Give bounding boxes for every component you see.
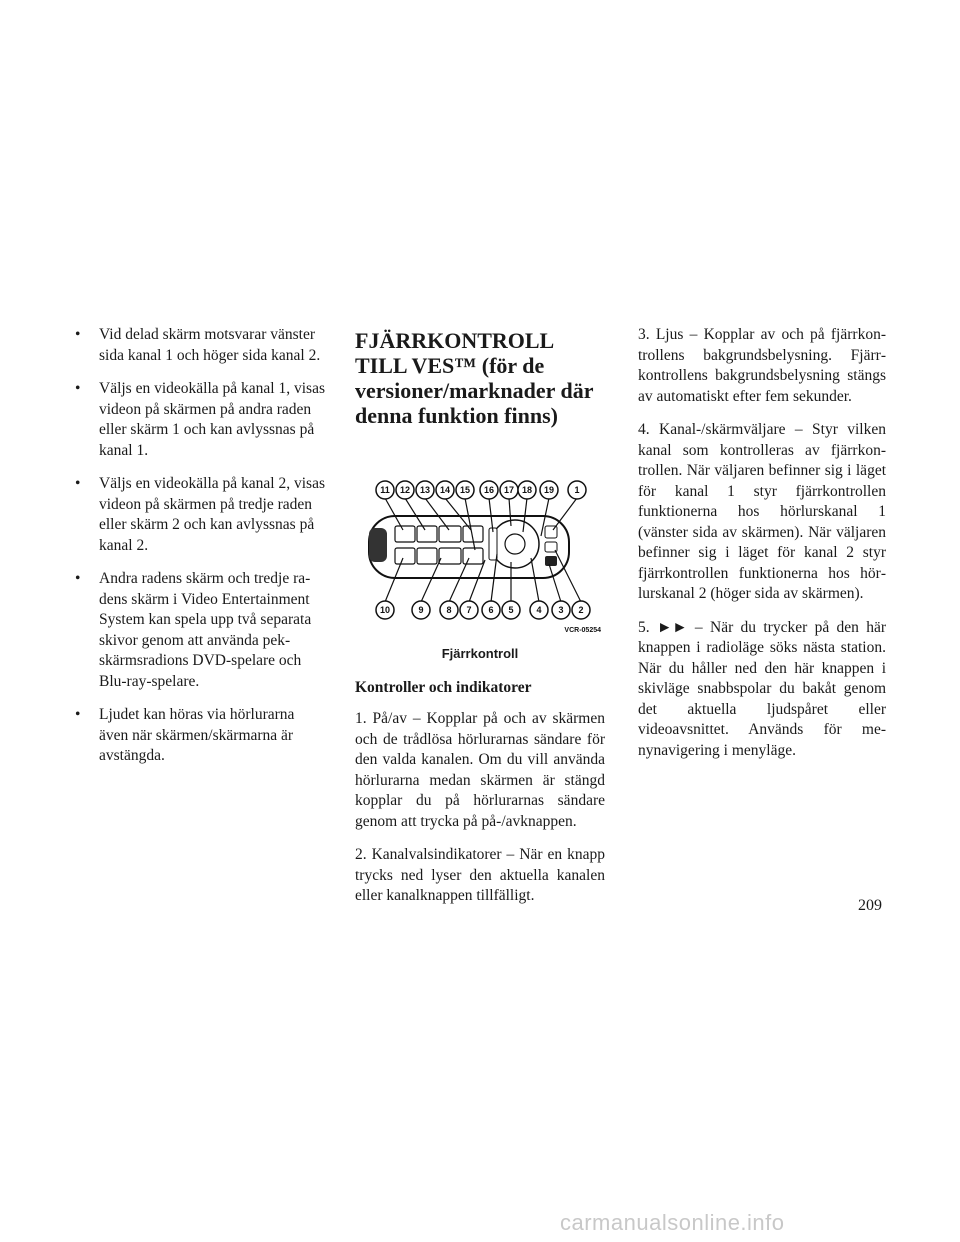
callout-label: 7 [466,605,472,615]
remote-button [439,526,461,542]
callout-label: 17 [503,485,515,495]
paragraph: 2. Kanalvalsindikatorer – När en knapp trycks ned lyser den aktuella kanalen eller kanalknappen tillfälligt. [355,846,605,904]
bullet-item: • Andra radens skärm och tredje radens skärm i Video Entertainment System kan spela upp två separata skivor genom att använda pekskärmsradions DVD-spelare och Blu-ray-spelare. [75,570,312,690]
channel-indicator [545,556,557,566]
remote-button [395,548,415,564]
callout-label: 4 [536,605,542,615]
callout-label: 8 [446,605,452,615]
callout-label: 13 [419,485,431,495]
bullet-item: • Väljs en videokälla på kanal 2, visas videon på skärmen på tredje raden eller skärm 2 och kan avlyssnas på kanal 2. [75,475,325,554]
callout-label: 11 [380,485,390,495]
subheading: Kontroller och indikatorer [355,679,532,696]
remote-button [439,548,461,564]
bullet-dot: • [75,326,81,343]
remote-logo-area [369,528,387,562]
callout-label: 12 [399,485,411,495]
paragraph: 1. På/av – Kopplar på och av skärmen och de trådlösa hörlurarnas sändare för den valda kanalen. Om du vill använda hörlurarna medan skärmen är stängd kopplar du på hörlurarnas sändare genom att trycka på på-/avknappen. [355,710,605,830]
bullet-dot: • [75,706,81,723]
callout-label: 6 [488,605,494,615]
remote-button [417,548,437,564]
page-number: 209 [858,897,882,914]
watermark: carmanualsonline.info [560,1210,785,1235]
remote-button [395,526,415,542]
paragraph: 4. Kanal-/skärmväljare – Styr vilken kanal som kontrolleras av fjärrkontrollen. När väljaren befinner sig i läget för kanal 1 styr fjärrkontrollen funktionerna hos hörlurskanal 1 (vänster sida av skärmen). När väljaren befinner sig i läget för kanal 2 styr fjärrkontrollen funktionerna hos hörlurskanal 2 (höger sida av skärmen). [638,421,886,602]
bullet-dot: • [75,475,81,492]
callout-label: 2 [578,605,584,615]
callout-label: 14 [439,485,451,495]
enter-button [505,534,525,554]
remote-button [417,526,437,542]
bullet-dot: • [75,380,81,397]
paragraph: 5. ►► – När du trycker på den här knappen i radioläge söks nästa station. När du håller ned den här knappen i skivläge snabbspolar du bakåt genom det aktuella ljudspåret eller videoavsnittet. Används för menynavigering i menyläge. [638,618,886,759]
remote-control-figure [355,466,605,636]
callout-label: 1 [574,485,580,495]
section-heading: FJÄRRKONTROLL TILL VES™ (för de versioner/marknader där denna funktion finns) [355,328,594,428]
bullet-item: • Väljs en videokälla på kanal 1, visas videon på skärmen på andra raden eller skärm 1 och kan avlyssnas på kanal 1. [75,380,325,459]
bullet-item: • Ljudet kan höras via hörlurarna även när skärmen/skärmarna är avstängda. [75,706,295,764]
paragraph: 3. Ljus – Kopplar av och på fjärrkontrollens bakgrundsbelysning. Fjärrkontrollens bakgrundsbelysning stängs av automatiskt efter fem sekunder. [638,326,886,405]
callout-label: 5 [508,605,514,615]
figure-code: VCR-05254 [564,627,601,634]
callout-label: 15 [459,485,471,495]
figure-caption: Fjärrkontroll [441,646,519,661]
bullet-dot: • [75,570,81,587]
remote-button [489,528,497,560]
middle-column [355,328,605,920]
callout-label: 3 [558,605,564,615]
callout-label: 18 [521,485,533,495]
callout-label: 9 [418,605,424,615]
callout-label: 16 [483,485,495,495]
remote-control-illustration [355,466,605,636]
callout-label: 19 [543,485,555,495]
bullet-item: • Vid delad skärm motsvarar vänster sida kanal 1 och höger sida kanal 2. [75,326,321,364]
right-column [638,325,886,774]
left-column [73,325,325,780]
remote-button [463,548,483,564]
callout-label: 10 [379,605,391,615]
